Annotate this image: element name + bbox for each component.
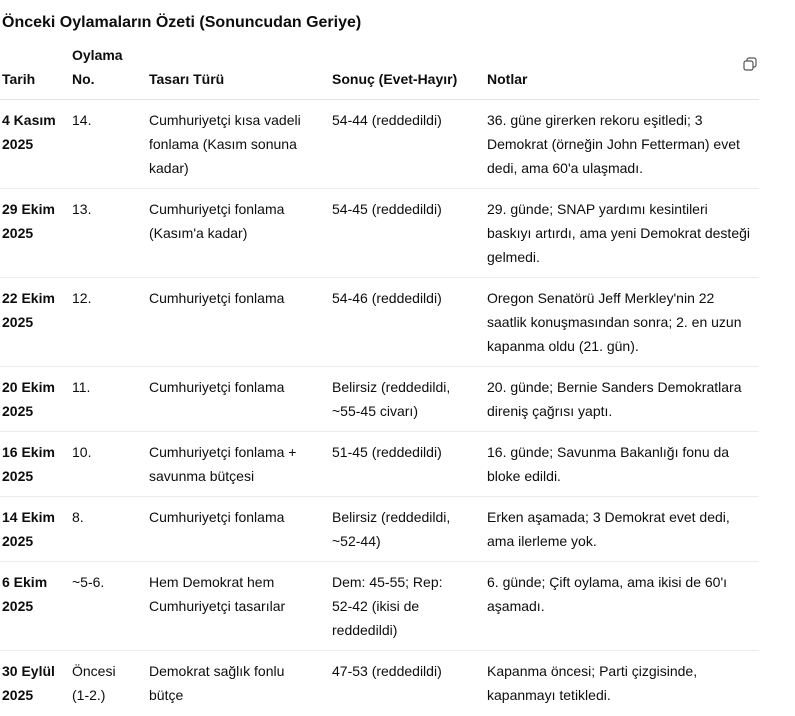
row-bill-type-line: Cumhuriyetçi kısa vadeli xyxy=(149,112,301,128)
row-notes-line: 16. günde; Savunma Bakanlığı fonu da xyxy=(487,444,730,460)
row-date xyxy=(0,562,72,651)
row-result xyxy=(332,367,487,432)
votes-table xyxy=(0,43,759,715)
row-result-line: 51-45 (reddedildi) xyxy=(332,444,442,460)
row-date-line: 2025 xyxy=(2,403,34,419)
row-bill-type xyxy=(149,100,332,189)
row-result-line: Belirsiz (reddedildi, xyxy=(332,379,451,395)
row-notes xyxy=(487,432,759,497)
row-date-line: 14 Ekim xyxy=(2,509,55,525)
row-vote-no xyxy=(72,497,149,562)
row-date-line: 2025 xyxy=(2,468,34,484)
row-bill-type xyxy=(149,651,332,716)
row-result-line: ~55-45 civarı) xyxy=(332,403,418,419)
row-bill-type-line: Cumhuriyetçi fonlama + xyxy=(149,444,297,460)
row-date-line: 6 Ekim xyxy=(2,574,48,590)
row-bill-type xyxy=(149,278,332,367)
page-title: Önceki Oylamaların Özeti (Sonuncudan Geriye) xyxy=(2,14,362,31)
row-notes-line: 36. güne girerken rekoru eşitledi; 3 xyxy=(487,112,703,128)
row-notes xyxy=(487,497,759,562)
row-date xyxy=(0,100,72,189)
row-notes-line: Oregon Senatörü Jeff Merkley'nin 22 xyxy=(487,290,715,306)
column-header-vote-no xyxy=(72,43,149,100)
column-header-vote-no-line2: No. xyxy=(72,71,95,87)
table-row xyxy=(0,189,759,278)
row-vote-no xyxy=(72,562,149,651)
row-bill-type xyxy=(149,497,332,562)
row-notes-line: kapanma oldu (21. gün). xyxy=(487,338,639,354)
row-result-line: 54-44 (reddedildi) xyxy=(332,112,442,128)
row-notes xyxy=(487,562,759,651)
row-date-line: 16 Ekim xyxy=(2,444,55,460)
row-result xyxy=(332,432,487,497)
row-notes-line: saatlik konuşmasından sonra; 2. en uzun xyxy=(487,314,742,330)
row-vote-no-line: 8. xyxy=(72,509,84,525)
row-date-line: 2025 xyxy=(2,225,34,241)
row-result xyxy=(332,562,487,651)
row-vote-no-line: 11. xyxy=(72,379,91,395)
row-result xyxy=(332,100,487,189)
row-vote-no xyxy=(72,651,149,716)
row-notes-line: Demokrat (örneğin John Fetterman) evet xyxy=(487,136,740,152)
row-result-line: 52-42 (ikisi de xyxy=(332,598,420,614)
row-bill-type-line: Cumhuriyetçi tasarılar xyxy=(149,598,286,614)
row-date-line: 2025 xyxy=(2,598,34,614)
table-row xyxy=(0,278,759,367)
row-vote-no-line: Öncesi xyxy=(72,663,116,679)
row-bill-type-line: (Kasım'a kadar) xyxy=(149,225,248,241)
row-result-line: 54-46 (reddedildi) xyxy=(332,290,442,306)
column-header-result: Sonuç (Evet-Hayır) xyxy=(332,43,487,100)
row-bill-type-line: Cumhuriyetçi fonlama xyxy=(149,509,285,525)
row-date xyxy=(0,651,72,716)
row-bill-type xyxy=(149,189,332,278)
row-vote-no-line: ~5-6. xyxy=(72,574,105,590)
row-result-line: Dem: 45-55; Rep: xyxy=(332,574,443,590)
row-notes-line: gelmedi. xyxy=(487,249,540,265)
row-result xyxy=(332,651,487,716)
column-header-bill-type: Tasarı Türü xyxy=(149,43,332,100)
table-row xyxy=(0,367,759,432)
row-vote-no-line: 14. xyxy=(72,112,92,128)
table-row xyxy=(0,100,759,189)
row-result xyxy=(332,497,487,562)
table-header-row xyxy=(0,43,759,100)
row-notes-line: baskıyı artırdı, ama yeni Demokrat desteği xyxy=(487,225,750,241)
row-result-line: Belirsiz (reddedildi, xyxy=(332,509,451,525)
row-date xyxy=(0,367,72,432)
row-notes-line: 29. günde; SNAP yardımı kesintileri xyxy=(487,201,708,217)
row-date-line: 4 Kasım xyxy=(2,112,56,128)
row-date xyxy=(0,278,72,367)
row-bill-type-line: Cumhuriyetçi fonlama xyxy=(149,290,285,306)
row-result xyxy=(332,189,487,278)
row-notes xyxy=(487,100,759,189)
row-bill-type-line: Demokrat sağlık fonlu xyxy=(149,663,285,679)
column-header-notes: Notlar xyxy=(487,43,759,100)
row-notes-line: direniş çağrısı yaptı. xyxy=(487,403,613,419)
row-date-line: 30 Eylül xyxy=(2,663,55,679)
row-bill-type-line: bütçe xyxy=(149,687,184,703)
row-notes-line: 6. günde; Çift oylama, ama ikisi de 60'ı xyxy=(487,574,728,590)
row-bill-type-line: savunma bütçesi xyxy=(149,468,255,484)
row-vote-no xyxy=(72,189,149,278)
row-notes-line: aşamadı. xyxy=(487,598,545,614)
row-date-line: 2025 xyxy=(2,687,34,703)
row-date-line: 22 Ekim xyxy=(2,290,55,306)
row-bill-type xyxy=(149,367,332,432)
column-header-vote-no-line1: Oylama xyxy=(72,47,123,63)
row-date xyxy=(0,432,72,497)
row-bill-type-line: fonlama (Kasım sonuna xyxy=(149,136,297,152)
row-result-line: 54-45 (reddedildi) xyxy=(332,201,442,217)
row-bill-type xyxy=(149,432,332,497)
row-notes xyxy=(487,367,759,432)
row-bill-type-line: Cumhuriyetçi fonlama xyxy=(149,379,285,395)
row-notes-line: ama ilerleme yok. xyxy=(487,533,597,549)
column-header-date: Tarih xyxy=(0,43,72,100)
row-date-line: 2025 xyxy=(2,136,34,152)
row-notes-line: bloke edildi. xyxy=(487,468,561,484)
row-notes-line: Erken aşamada; 3 Demokrat evet dedi, xyxy=(487,509,730,525)
row-notes xyxy=(487,651,759,716)
row-notes xyxy=(487,278,759,367)
row-vote-no-line: (1-2.) xyxy=(72,687,106,703)
table-row xyxy=(0,651,759,716)
row-date-line: 2025 xyxy=(2,533,34,549)
row-date xyxy=(0,189,72,278)
table-row xyxy=(0,562,759,651)
row-notes-line: Kapanma öncesi; Parti çizgisinde, xyxy=(487,663,698,679)
row-notes xyxy=(487,189,759,278)
row-result-line: ~52-44) xyxy=(332,533,381,549)
row-notes-line: kapanmayı tetikledi. xyxy=(487,687,611,703)
row-bill-type xyxy=(149,562,332,651)
row-vote-no xyxy=(72,367,149,432)
row-vote-no-line: 12. xyxy=(72,290,92,306)
row-result-line: reddedildi) xyxy=(332,622,398,638)
row-result-line: 47-53 (reddedildi) xyxy=(332,663,442,679)
row-bill-type-line: kadar) xyxy=(149,160,189,176)
row-vote-no xyxy=(72,432,149,497)
row-date-line: 2025 xyxy=(2,314,34,330)
row-notes-line: dedi, ama 60'a ulaşmadı. xyxy=(487,160,643,176)
row-bill-type-line: Hem Demokrat hem xyxy=(149,574,275,590)
row-bill-type-line: Cumhuriyetçi fonlama xyxy=(149,201,285,217)
table-row xyxy=(0,432,759,497)
row-date-line: 29 Ekim xyxy=(2,201,55,217)
row-date xyxy=(0,497,72,562)
row-date-line: 20 Ekim xyxy=(2,379,55,395)
row-result xyxy=(332,278,487,367)
row-vote-no-line: 10. xyxy=(72,444,92,460)
row-vote-no-line: 13. xyxy=(72,201,92,217)
row-vote-no xyxy=(72,100,149,189)
row-notes-line: 20. günde; Bernie Sanders Demokratlara xyxy=(487,379,742,395)
table-row xyxy=(0,497,759,562)
row-vote-no xyxy=(72,278,149,367)
